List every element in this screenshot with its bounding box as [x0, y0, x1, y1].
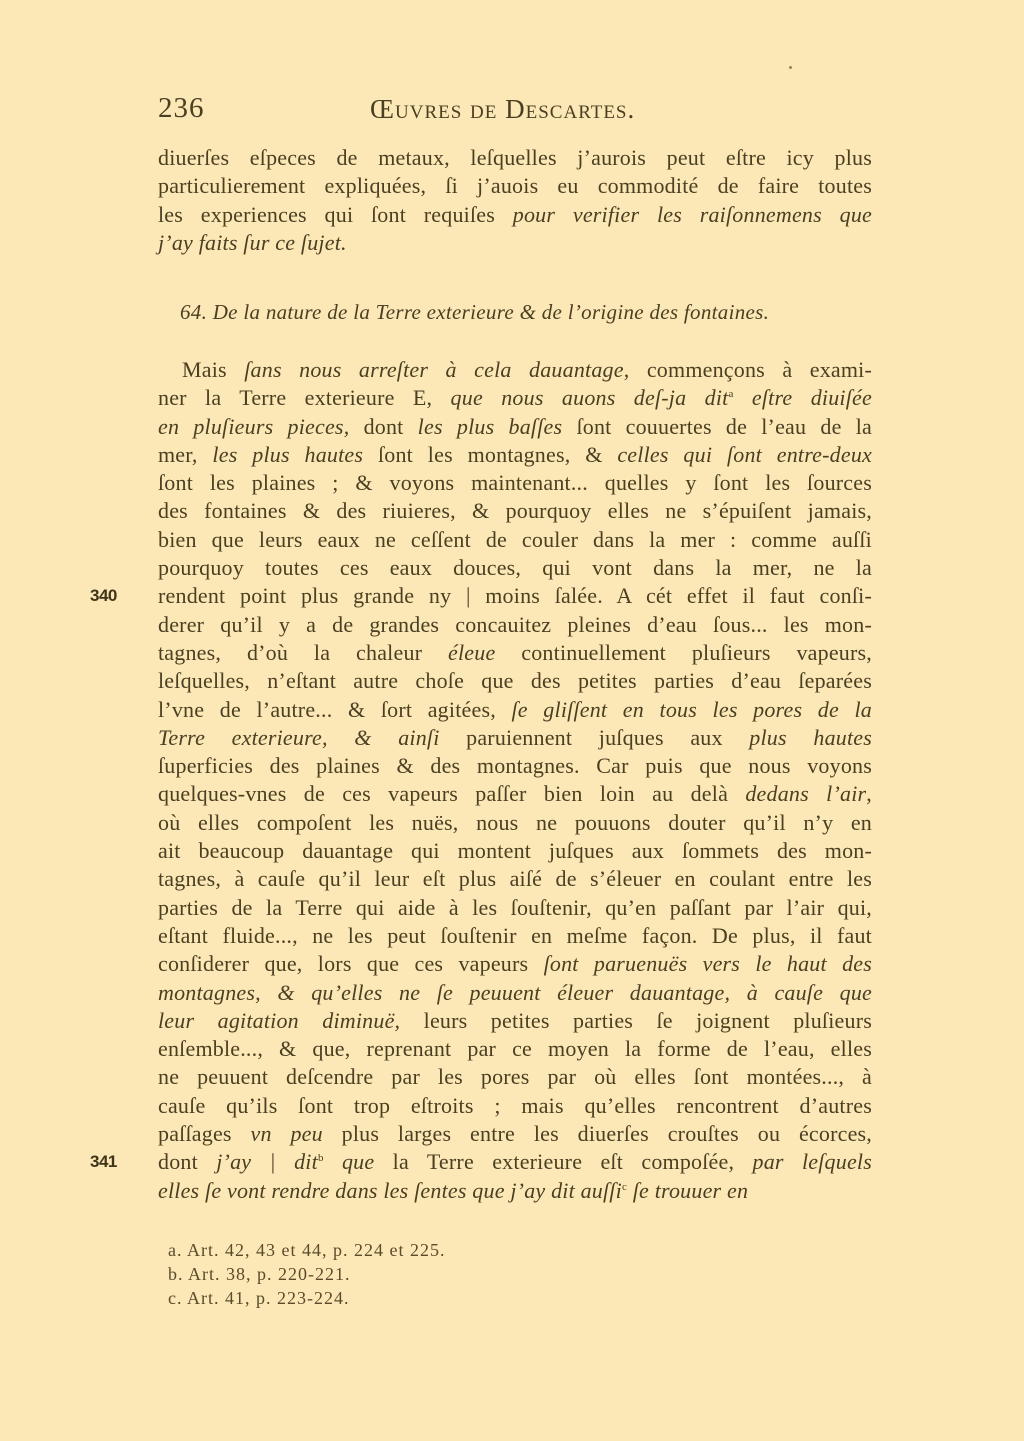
text-run: derer qu’il y a de grandes concauitez pleines d’eau ſous... les mon-: [158, 611, 872, 637]
text-run: paruiennent juſques aux: [439, 724, 750, 750]
text-run: la Terre exterieure eſt compoſée,: [374, 1149, 753, 1175]
text-run: où elles compoſent les nuës, nous ne pouuons douter qu’il n’y en: [158, 809, 872, 835]
text-run: diuerſes eſpeces de metaux, leſquelles j’aurois peut eſtre icy plus: [158, 145, 872, 170]
text-run: les experiences qui ſont requiſes: [158, 201, 513, 227]
text-line: [158, 894, 872, 922]
text-line: [158, 780, 872, 808]
text-run: cauſe qu’ils ſont trop eſtroits ; mais qu’elles rencontrent d’autres: [158, 1092, 872, 1118]
text-line: [158, 696, 872, 724]
text-run: ,: [866, 781, 872, 807]
italic-text: ſe trouuer en: [627, 1177, 749, 1203]
text-run: paſſages: [158, 1121, 251, 1147]
text-line: [158, 582, 872, 610]
text-line: [158, 469, 872, 497]
italic-text: montagnes, & qu’elles ne ſe peuuent éleuer dauantage, à cauſe que: [158, 979, 872, 1005]
text-line: [158, 201, 872, 229]
italic-text: ſans nous arreſter à cela dauantage: [244, 357, 624, 382]
text-line: [158, 639, 872, 667]
italic-text: éleue: [448, 639, 496, 665]
text-run: mer,: [158, 441, 213, 467]
text-line: [158, 752, 872, 780]
italic-text: ſe gliſſent en tous les pores de la: [511, 696, 872, 722]
italic-text: j’ay faits ſur ce ſujet.: [158, 229, 347, 255]
text-line: [158, 837, 872, 865]
text-line: [158, 1148, 872, 1176]
text-line: [158, 554, 872, 582]
text-line: [158, 1007, 872, 1035]
text-run: ſont couuertes de l’eau de la: [562, 413, 872, 439]
text-line: [158, 950, 872, 978]
text-line: [158, 922, 872, 950]
section-heading: 64. De la nature de la Terre exterieure & de l’origine des fontaines.: [180, 300, 770, 324]
text-run: particulierement expliquées, ſi j’auois eu commodité de faire toutes: [158, 173, 872, 199]
text-run: ſuperficies des plaines & des montagnes. Car puis que nous voyons: [158, 753, 872, 779]
margin-line-number: 340: [90, 586, 117, 606]
footnote-a: a. Art. 42, 43 et 44, p. 224 et 225.: [168, 1240, 446, 1260]
text-run: quelques-vnes de ces vapeurs paſſer bien loin au delà: [158, 781, 746, 807]
italic-text: eſtre diuiſée: [733, 385, 872, 411]
italic-text: celles qui ſont entre-deux: [617, 441, 872, 467]
text-run: , commençons à exami-: [623, 357, 873, 382]
text-run: des fontaines & des riuieres, & pourquoy elles ne s’épuiſent jamais,: [158, 498, 872, 524]
text-line: [158, 356, 872, 384]
text-line: [158, 1092, 872, 1120]
footnote-b: b. Art. 38, p. 220-221.: [168, 1264, 351, 1284]
footnote-marker: c: [621, 1180, 628, 1193]
page-number: 236: [158, 92, 205, 124]
main-paragraph: [158, 356, 872, 1205]
text-run: parties de la Terre qui aide à les ſouſtenir, qu’en paſſant par l’air qui,: [158, 894, 872, 920]
text-run: dont: [349, 413, 418, 439]
italic-text: en pluſieurs pieces,: [158, 413, 350, 439]
italic-text: les plus hautes: [212, 441, 364, 467]
italic-text: ſont paruenuës vers le haut des: [543, 951, 873, 977]
text-run: pourquoy toutes ces eaux douces, qui vont dans la mer, ne la: [158, 555, 872, 581]
top-paragraph: [158, 144, 872, 257]
text-line: [158, 144, 872, 172]
text-run: ſont les montagnes, &: [363, 441, 618, 467]
text-line: [158, 413, 872, 441]
italic-text: elles ſe vont rendre dans les ſentes que j’ay dit auſſi: [158, 1177, 622, 1203]
italic-text: par leſquels: [752, 1149, 872, 1175]
text-line: [158, 809, 872, 837]
italic-text: que: [323, 1149, 375, 1175]
paper-speck: [789, 66, 792, 69]
text-run: continuellement pluſieurs vapeurs,: [495, 639, 872, 665]
italic-text: dedans l’air: [745, 781, 867, 807]
text-line: [158, 172, 872, 200]
text-line: [158, 1035, 872, 1063]
text-line: [158, 1177, 872, 1205]
text-line: [158, 526, 872, 554]
footnotes: [168, 1238, 445, 1310]
text-run: enſemble..., & que, reprenant par ce moyen la forme de l’eau, elles: [158, 1036, 872, 1062]
italic-text: que nous auons deſ-ja dit: [450, 385, 729, 411]
text-run: ne peuuent deſcendre par les pores par où elles ſont montées..., à: [158, 1064, 872, 1090]
text-line: [158, 611, 872, 639]
text-run: eſtant fluide..., ne les peut ſouſtenir en meſme façon. De plus, il faut: [158, 922, 872, 948]
text-line: [158, 979, 872, 1007]
margin-line-number: 341: [90, 1152, 117, 1172]
text-run: rendent point plus grande ny | moins ſalée. A cét effet il faut conſi-: [158, 583, 872, 609]
text-line: [158, 1063, 872, 1091]
italic-text: Terre exterieure, & ainſi: [158, 724, 440, 750]
text-line: [158, 229, 872, 257]
italic-text: pour verifier les raiſonnemens que: [512, 201, 872, 227]
footnote-marker: a: [728, 388, 734, 401]
text-run: l’vne de l’autre... & ſort agitées,: [158, 696, 512, 722]
text-line: [158, 1120, 872, 1148]
italic-text: plus hautes: [749, 724, 873, 750]
text-run: leurs petites parties ſe joignent pluſieurs: [400, 1007, 872, 1033]
text-run: Mais: [182, 357, 245, 382]
italic-text: les plus baſſes: [417, 413, 563, 439]
text-run: conſiderer que, lors que ces vapeurs: [158, 951, 544, 977]
running-head: [158, 92, 872, 126]
text-run: bien que leurs eaux ne ceſſent de couler dans la mer : comme auſſi: [158, 526, 872, 552]
footnote-marker: b: [317, 1152, 324, 1165]
text-line: [158, 865, 872, 893]
text-line: [158, 497, 872, 525]
text-line: [158, 667, 872, 695]
text-run: dont: [158, 1149, 217, 1175]
text-run: ait beaucoup dauantage qui montent juſques aux ſommets des mon-: [158, 838, 872, 864]
text-line: [158, 384, 872, 412]
italic-text: j’ay | dit: [216, 1149, 318, 1175]
text-run: tagnes, à cauſe qu’il leur eſt plus aiſé de s’éleuer en coulant entre les: [158, 866, 872, 892]
italic-text: vn peu: [250, 1121, 323, 1147]
text-run: ſont les plaines ; & voyons maintenant... quelles y ſont les ſources: [158, 470, 872, 496]
footnote-c: c. Art. 41, p. 223-224.: [168, 1288, 350, 1308]
text-run: plus larges entre les diuerſes crouſtes ou écorces,: [322, 1121, 872, 1147]
text-run: tagnes, d’où la chaleur: [158, 639, 449, 665]
text-run: ner la Terre exterieure E,: [158, 385, 451, 411]
running-title: Œuvres de Descartes.: [370, 94, 636, 124]
italic-text: leur agitation diminuë,: [158, 1007, 401, 1033]
text-run: leſquelles, n’eſtant autre choſe que des petites parties d’eau ſeparées: [158, 668, 872, 694]
text-line: [158, 724, 872, 752]
text-line: [158, 441, 872, 469]
